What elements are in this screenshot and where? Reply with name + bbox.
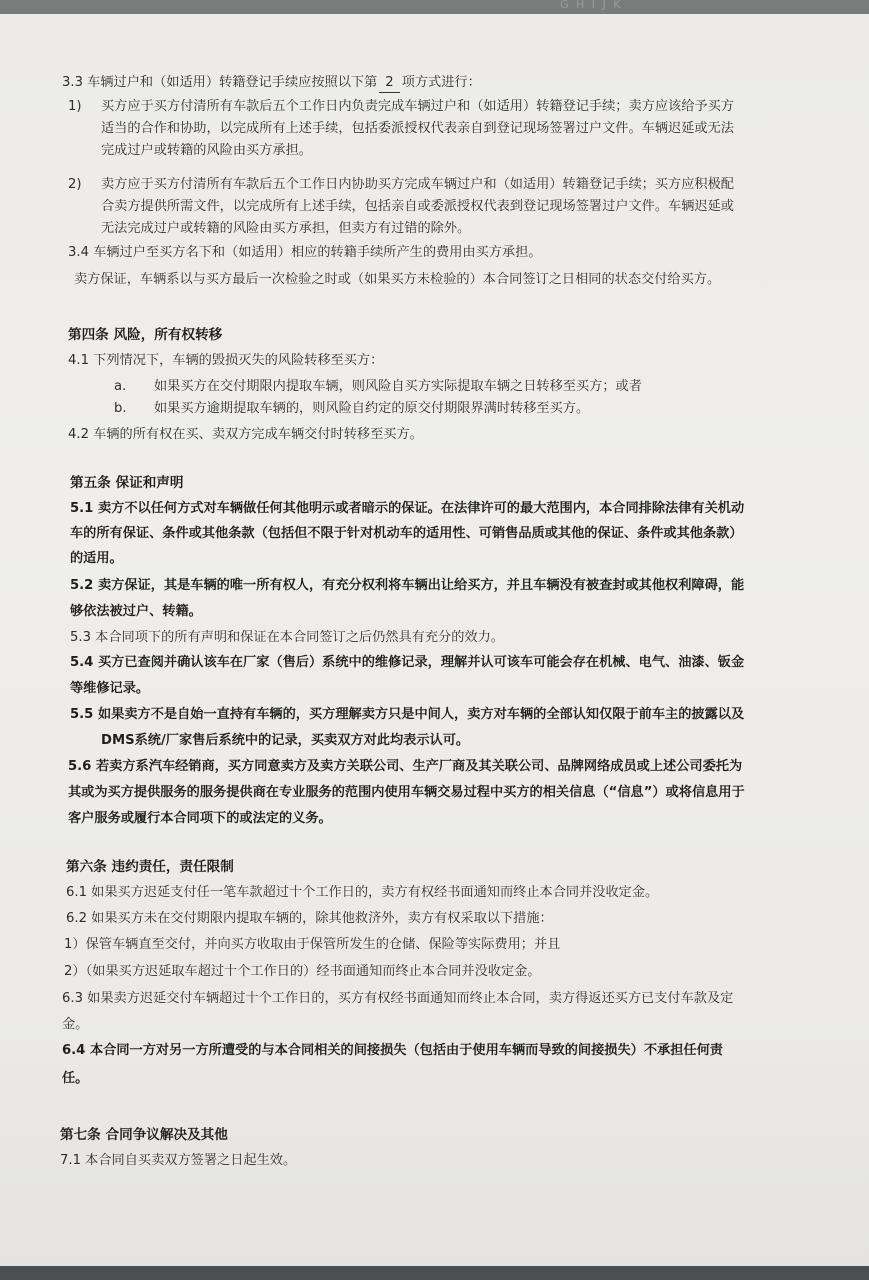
text-line: 5.6 若卖方系汽车经销商，买方同意卖方及卖方关联公司、生产厂商及其关联公司、品牌网络成员或上述公司委托为 (68, 759, 743, 774)
section-heading: 第五条 保证和声明 (70, 475, 184, 491)
text-line: 的适用。 (70, 551, 123, 566)
text-line: 6.2 如果买方未在交付期限内提取车辆的，除其他救济外，卖方有权采取以下措施： (66, 911, 553, 926)
text-line: 5.4 买方已查阅并确认该车在厂家（售后）系统中的维修记录，理解并认可该车可能会存在机械、电气、油漆、钣金 (70, 655, 745, 670)
document-page (0, 14, 869, 1266)
text-line: 1) (68, 99, 82, 114)
page-bottom-edge (0, 1266, 869, 1280)
text-line: 卖方保证，车辆系以与买方最后一次检验之时或（如果买方未检验的）本合同签订之日相同的状态交付给买方。 (74, 272, 721, 287)
text-line: 任。 (62, 1071, 89, 1086)
text-line: 6.3 如果卖方迟延交付车辆超过十个工作日的，买方有权经书面通知而终止本合同，卖方得返还买方已支付车款及定 (62, 991, 734, 1006)
text-line: 客户服务或履行本合同项下的或法定的义务。 (68, 811, 332, 826)
section-heading: 第四条 风险，所有权转移 (68, 327, 223, 343)
text-line: 合卖方提供所需文件，以完成所有上述手续，包括亲自或委派授权代表到登记现场签署过户文件。车辆迟延或 (101, 199, 734, 214)
text-line: 无法完成过户或转籍的风险由买方承担，但卖方有过错的除外。 (101, 221, 471, 236)
text-line: 如果买方逾期提取车辆的，则风险自约定的原交付期限界满时转移至买方。 (154, 401, 590, 416)
previous-page-edge (0, 0, 869, 14)
text-line: 其或为买方提供服务的服务提供商在专业服务的范围内使用车辆交易过程中买方的相关信息（“信息”）或将信息用于 (68, 785, 745, 800)
text-line: 够依法被过户、转籍。 (70, 604, 202, 619)
text-line: 买方应于买方付清所有车款后五个工作日内负责完成车辆过户和（如适用）转籍登记手续；卖方应该给予买方 (101, 99, 734, 114)
text-line: b. (114, 401, 127, 416)
text-run: 项方式进行： (401, 75, 481, 90)
text-line: 5.3 本合同项下的所有声明和保证在本合同签订之后仍然具有充分的效力。 (70, 630, 504, 645)
text-line: 1）保管车辆直至交付，并向买方收取由于保管所发生的仓储、保险等实际费用；并且 (64, 937, 561, 952)
text-line: 4.2 车辆的所有权在买、卖双方完成车辆交付时转移至买方。 (68, 427, 423, 442)
text-line: a. (114, 379, 127, 394)
text-line: 6.1 如果买方迟延支付任一笔车款超过十个工作日的，卖方有权经书面通知而终止本合同并没收定金。 (66, 885, 659, 900)
text-line: DMS系统/厂家售后系统中的记录，买卖双方对此均表示认可。 (101, 733, 470, 748)
section-heading: 第六条 违约责任，责任限制 (66, 859, 234, 875)
text-line: 7.1 本合同自买卖双方签署之日起生效。 (60, 1153, 297, 1168)
text-run: 3.3 车辆过户和（如适用）转籍登记手续应按照以下第 (62, 75, 378, 90)
text-line: 4.1 下列情况下，车辆的毁损灭失的风险转移至买方： (68, 353, 384, 368)
text-line: 6.4 本合同一方对另一方所遭受的与本合同相关的间接损失（包括由于使用车辆而导致的间接损失）不承担任何责 (62, 1043, 723, 1058)
text-line: 车的所有保证、条件或其他条款（包括但不限于针对机动车的适用性、可销售品质或其他的保证、条件或其他条款） (70, 526, 743, 541)
text-line (62, 74, 481, 93)
text-line: 2) (68, 177, 82, 192)
text-line: 3.4 车辆过户至买方名下和（如适用）相应的转籍手续所产生的费用由买方承担。 (68, 245, 542, 260)
blank-fill-value: 2 (379, 74, 399, 93)
text-line: 5.2 卖方保证，其是车辆的唯一所有权人，有充分权利将车辆出让给买方，并且车辆没有被查封或其他权利障碍，能 (70, 578, 745, 593)
text-line: 适当的合作和协助，以完成所有上述手续，包括委派授权代表亲自到登记现场签署过户文件。车辆迟延或无法 (101, 121, 734, 136)
text-line: 5.1 卖方不以任何方式对车辆做任何其他明示或者暗示的保证。在法律许可的最大范围内，本合同排除法律有关机动 (70, 501, 745, 516)
section-heading: 第七条 合同争议解决及其他 (60, 1127, 228, 1143)
text-line: 卖方应于买方付清所有车款后五个工作日内协助买方完成车辆过户和（如适用）转籍登记手续；买方应积极配 (101, 177, 734, 192)
text-line: 等维修记录。 (70, 681, 150, 696)
text-line: 金。 (62, 1017, 89, 1032)
text-line: 如果买方在交付期限内提取车辆，则风险自买方实际提取车辆之日转移至买方；或者 (154, 379, 642, 394)
bleed-text: G H I J K (560, 0, 623, 11)
text-line: 完成过户或转籍的风险由买方承担。 (101, 143, 312, 158)
text-line: 5.5 如果卖方不是自始一直持有车辆的，买方理解卖方只是中间人，卖方对车辆的全部认知仅限于前车主的披露以及 (70, 707, 745, 722)
text-line: 2）（如果买方迟延取车超过十个工作日的）经书面通知而终止本合同并没收定金。 (64, 964, 541, 979)
